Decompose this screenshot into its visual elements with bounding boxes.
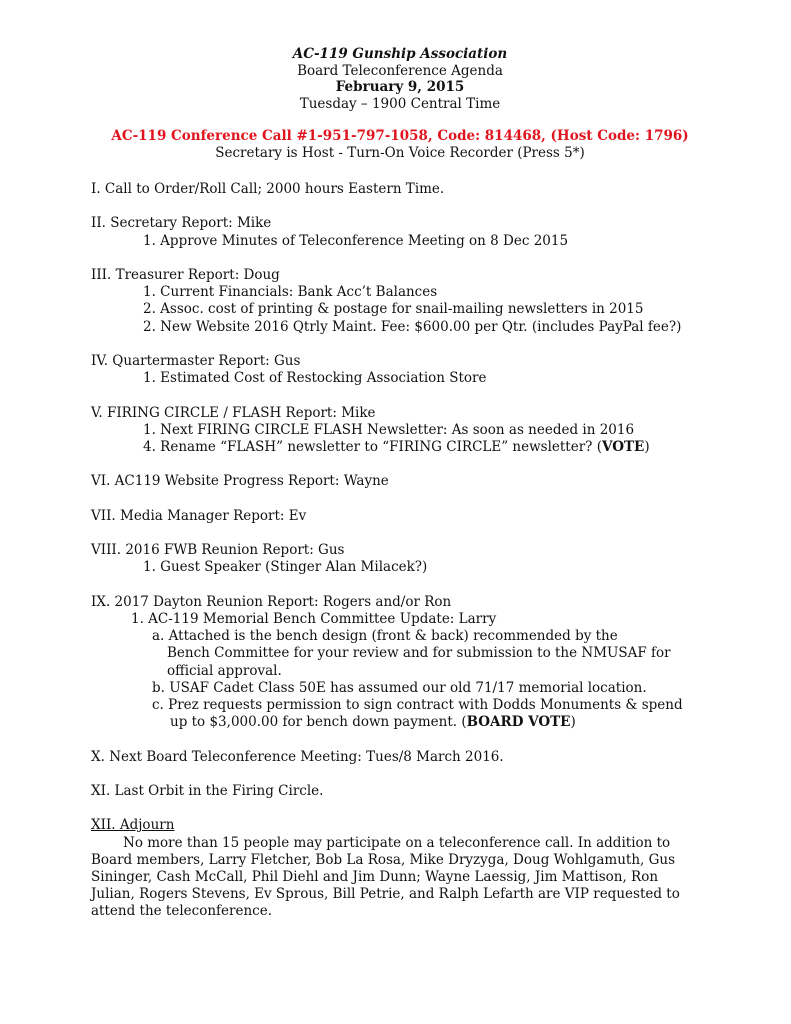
agenda-header bbox=[90, 46, 710, 112]
agenda-time: Tuesday – 1900 Central Time bbox=[299, 95, 501, 112]
list-item bbox=[91, 439, 711, 456]
conference-info bbox=[90, 128, 710, 161]
sub-item-c-cont bbox=[91, 714, 711, 731]
conference-call-line: AC-119 Conference Call #1-951-797-1058, Code: 814468, (Host Code: 1796) bbox=[111, 128, 689, 144]
section-title: VI. AC119 Website Progress Report: Wayne bbox=[91, 473, 389, 490]
sub-item-a-cont: official approval. bbox=[167, 662, 282, 679]
section-media-report bbox=[91, 508, 711, 525]
sub-item-c-text: up to $3,000.00 for bench down payment. ( bbox=[170, 714, 467, 731]
list-item: 1. Current Financials: Bank Acc’t Balances bbox=[143, 284, 438, 301]
sub-item-a-cont: Bench Committee for your review and for submission to the NMUSAF for bbox=[167, 645, 671, 662]
section-title: II. Secretary Report: Mike bbox=[91, 215, 272, 232]
section-adjourn bbox=[91, 817, 711, 920]
section-secretary-report bbox=[91, 215, 711, 249]
section-next-meeting bbox=[91, 749, 711, 766]
list-item: 2. Assoc. cost of printing & postage for snail-mailing newsletters in 2015 bbox=[143, 301, 644, 318]
sub-item-c: c. Prez requests permission to sign contract with Dodds Monuments & spend bbox=[152, 696, 683, 713]
section-treasurer-report bbox=[91, 267, 711, 336]
vote-label: VOTE bbox=[601, 438, 645, 455]
list-item: 1. Approve Minutes of Teleconference Meeting on 8 Dec 2015 bbox=[143, 232, 569, 249]
section-dayton-reunion-report bbox=[91, 594, 711, 732]
section-call-to-order bbox=[91, 181, 711, 198]
section-title: I. Call to Order/Roll Call; 2000 hours Eastern Time. bbox=[91, 181, 445, 197]
section-title: VIII. 2016 FWB Reunion Report: Gus bbox=[91, 542, 345, 559]
list-item: 1. Estimated Cost of Restocking Association Store bbox=[143, 370, 487, 387]
list-item-text: 4. Rename “FLASH” newsletter to “FIRING CIRCLE” newsletter? ( bbox=[143, 438, 602, 455]
section-quartermaster-report bbox=[91, 353, 711, 387]
board-vote-label: BOARD VOTE bbox=[466, 714, 571, 731]
agenda-body bbox=[91, 181, 711, 938]
section-title: X. Next Board Teleconference Meeting: Tues/8 March 2016. bbox=[91, 748, 504, 765]
section-fwb-reunion-report bbox=[91, 542, 711, 576]
list-item: 1. Next FIRING CIRCLE FLASH Newsletter: As soon as needed in 2016 bbox=[143, 421, 635, 438]
section-website-report bbox=[91, 473, 711, 490]
section-title: V. FIRING CIRCLE / FLASH Report: Mike bbox=[91, 404, 376, 421]
host-note: Secretary is Host - Turn-On Voice Recorder (Press 5*) bbox=[215, 144, 585, 161]
section-firing-circle-report bbox=[91, 405, 711, 457]
section-title: IV. Quartermaster Report: Gus bbox=[91, 352, 301, 369]
sub-item-c-close: ) bbox=[570, 714, 576, 731]
agenda-date: February 9, 2015 bbox=[335, 79, 465, 95]
agenda-title: Board Teleconference Agenda bbox=[297, 62, 503, 79]
section-title: IX. 2017 Dayton Reunion Report: Rogers and/or Ron bbox=[91, 593, 452, 610]
section-title: XI. Last Orbit in the Firing Circle. bbox=[91, 782, 324, 799]
org-name: AC-119 Gunship Association bbox=[292, 46, 508, 62]
sub-item-b: b. USAF Cadet Class 50E has assumed our old 71/17 memorial location. bbox=[152, 679, 647, 696]
section-last-orbit bbox=[91, 783, 711, 800]
list-item-close: ) bbox=[644, 438, 650, 455]
list-item: 2. New Website 2016 Qtrly Maint. Fee: $600.00 per Qtr. (includes PayPal fee?) bbox=[143, 318, 682, 335]
sub-item-a: a. Attached is the bench design (front & back) recommended by the bbox=[152, 628, 618, 645]
list-item: 1. AC-119 Memorial Bench Committee Update: Larry bbox=[131, 610, 497, 627]
section-title: XII. Adjourn bbox=[91, 817, 175, 834]
list-item: 1. Guest Speaker (Stinger Alan Milacek?) bbox=[143, 559, 428, 576]
section-title: III. Treasurer Report: Doug bbox=[91, 266, 280, 283]
section-title: VII. Media Manager Report: Ev bbox=[91, 507, 307, 524]
adjourn-paragraph: No more than 15 people may participate on a teleconference call. In addition to Board members, Larry Fletcher, Bob La Rosa, Mike Dryzyga, Doug Wohlgamuth, Gus Sininger, Cash McCall, Phil Diehl and Jim Dunn; Wayne Laessig, Jim Mattison, Ron Julian, Rogers Stevens, Ev Sprous, Bill Petrie, and Ralph Lefarth are VIP requested to attend the teleconference. bbox=[91, 834, 680, 920]
